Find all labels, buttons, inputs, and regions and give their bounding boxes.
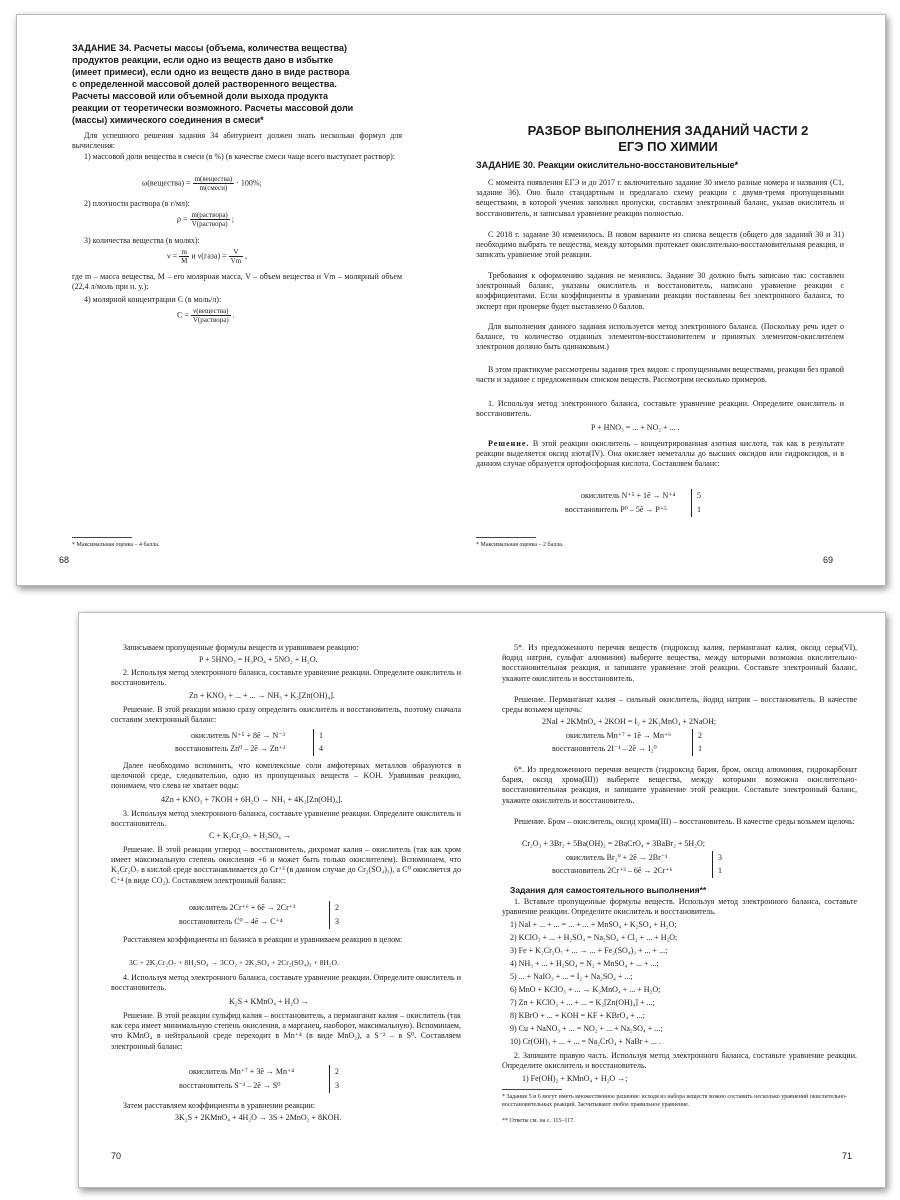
task34-heading-line1: ЗАДАНИЕ 34. Расчеты массы (объема, количества вещества)	[72, 43, 347, 53]
coefficient: 3	[335, 917, 339, 926]
self-study-item: 8) KBrO + ... + KOH = KF + KBrO₄ + ...;	[510, 1011, 645, 1020]
example-4-equation: K₂S + KMnO₄ + H₂O →	[229, 997, 309, 1006]
example-2-solution: Решение. В этой реакции можно сразу определить окислитель и восстановитель, поэтому сначала составим электронный баланс:	[111, 705, 461, 725]
example-1-solution	[476, 439, 844, 470]
formula-text: .	[232, 310, 235, 320]
formula-text: ;	[231, 214, 234, 224]
formula-text: ρ =	[177, 214, 188, 224]
self-study-item: 2) KClO₃ + ... + H₂SO₄ = Na₂SO₄ + Cl₂ + ... + H₂O;	[510, 933, 678, 942]
balance-oxidizer: окислитель Mn⁺⁷ + 3ē → Mn⁺⁴	[189, 1067, 294, 1076]
task34-heading-line7: (массы) химического соединения в смеси*	[72, 115, 264, 125]
numerator: V	[229, 248, 244, 257]
denominator: V(раствора)	[191, 220, 228, 228]
example-3-balanced: 3C + 2K₂Cr₂O₇ + 8H₂SO₄ → 3CO₂ + 2K₂SO₄ + 2Cr₂(SO₄)₃ + 8H₂O.	[129, 958, 339, 967]
balance-oxidizer: окислитель N⁺⁵ + 8ē → N⁻³	[191, 731, 285, 740]
footnote: * Максимальная оценка – 4 балла.	[72, 542, 160, 548]
page-68	[17, 15, 451, 585]
coefficient: 2	[698, 731, 702, 740]
bottom-spread	[78, 612, 886, 1188]
page-number: 71	[842, 1151, 853, 1161]
paragraph-5: В этом практикуме рассмотрены задания трех видов: с пропущенными веществами, реакции без правой части и задание с предложенным списком веществ. Рассмотрим несколько примеров.	[476, 365, 844, 385]
formula-item-2: 2) плотности раствора (в г/мл):	[84, 199, 190, 208]
self-study-item: 3) Fe + K₂Cr₂O₇ + ... → ... + Fe₂(SO₄)₃ + ... + ...;	[510, 946, 668, 955]
footnote-divider	[72, 537, 132, 538]
task34-heading-line3: (имеет примеси), если одно из веществ дано в виде раствора	[72, 67, 350, 77]
fraction	[191, 307, 231, 324]
footnote-1: * Задания 5 и 6 могут иметь множественное решение: исходя из набора веществ можно составить несколько уравнений окислительно-восстановительных реакций. Засчитывают любое правильное уравнение.	[502, 1094, 847, 1108]
example-4-statement: 4. Используя метод электронного баланса, составьте уравнение реакции. Определите окислитель и восстановитель.	[111, 973, 461, 993]
example-3-equation: C + K₂Cr₂O₇ + H₂SO₄ →	[209, 831, 291, 840]
formula-text: ,	[245, 251, 248, 261]
self-study-item: 6) MnO + KClO₃ + ... → K₂MnO₄ + ... + H₂O;	[510, 985, 661, 994]
solution-text: В этой реакции окислитель – концентрированная азотная кислота, так как в результате реакции выделяется оксид азота(IV). Она окисляет неметаллы до высших оксидов или гидроксидов, и в данном случае образуется ортофосфорная кислота. Составляем баланс:	[476, 439, 844, 469]
paragraph-amphoteric: Далее необходимо вспомнить, что комплексные соли амфотерных металлов образуются в щелочной среде, следовательно, одно из пропущенных веществ – KOH. Уравнивая реакцию, понимаем, что слева не хватает воды:	[111, 761, 461, 791]
p70-equation-1: P + 5HNO₃ = H₃PO₄ + 5NO₂ + H₂O.	[199, 655, 318, 664]
coefficient: 1	[697, 505, 701, 514]
balance-bar	[712, 851, 713, 878]
denominator: M	[181, 257, 188, 265]
denominator: V(раствора)	[192, 316, 229, 324]
example-1-statement: 1. Используя метод электронного баланса, составьте уравнение реакции. Определите окислитель и восстановитель.	[476, 399, 844, 419]
task34-heading-line4: с определенной массовой долей растворенного вещества.	[72, 79, 337, 89]
example-6-solution: Решение. Бром – окислитель, оксид хрома(III) – восстановитель. В качестве среды возьмем щелочь:	[514, 817, 855, 826]
self-study-task-1: 1. Вставьте пропущенные формулы веществ. Используя метод электронного баланса, составьте уравнение реакции. Определите окислитель и восстановитель.	[502, 897, 857, 917]
paragraph-4: Для выполнения данного задания используется метод электронного баланса. (Поскольку речь идет о балансе, то количество отданных элементом-восстановителем и принятых элементом-окислителем электронов должно быть одинаковым.)	[476, 322, 844, 352]
balance-reducer: восстановитель S⁻² – 2ē → S⁰	[179, 1081, 281, 1090]
fraction	[190, 211, 230, 228]
paragraph-3: Требования к оформлению задания не менялись. Задание 30 должно быть записано так: составлен электронный баланс, указаны окислитель и восстановитель, написано уравнение реакции с коэффициентами. Если коэффициенты в уравнении реакции поставлены без электронного баланса, то эксперт при проверке будет выставлено 0 баллов.	[476, 271, 844, 311]
balance-reducer: восстановитель 2I⁻¹ – 2ē → I₂⁰	[552, 744, 657, 753]
p70-line1: Записываем пропущенные формулы веществ и уравниваем реакцию:	[123, 643, 359, 652]
fraction	[193, 175, 235, 192]
formula-text: C =	[177, 310, 189, 320]
task34-heading-line2: продуктов реакции, если одно из веществ дано в избытке	[72, 55, 334, 65]
coefficient: 5	[697, 491, 701, 500]
coefficient: 2	[335, 903, 339, 912]
formula-amount	[167, 248, 247, 265]
self-study-item: 10) Cr(OH)₃ + ... + ... = Na₂CrO₄ + NaBr + ... .	[510, 1037, 661, 1046]
task34-heading-line5: Расчеты массовой или объемной доли выхода продукта	[72, 91, 329, 101]
self-study-item: 1) NaI + ... + ... = ... + ... + MnSO₄ + K₂SO₄ + H₂O;	[510, 920, 677, 929]
paragraph-final: Затем расставляем коэффициенты в уравнении реакции:	[123, 1101, 315, 1110]
numerator: m(вещества)	[194, 175, 233, 183]
example-2-balanced: 4Zn + KNO₃ + 7KOH + 6H₂O → NH₃ + 4K₂[Zn(OH)₄].	[161, 795, 343, 804]
example-2-statement: 2. Используя метод электронного баланса, составьте уравнение реакции. Определите окислитель и восстановитель.	[111, 668, 461, 688]
self-study-item: 5) ... + NaIO₃ + ... = I₂ + Na₂SO₄ + ...;	[510, 972, 633, 981]
balance-reducer: восстановитель C⁰ – 4ē → C⁺⁴	[179, 917, 283, 926]
section-title-line2: ЕГЭ ПО ХИМИИ	[618, 139, 718, 154]
formula-item-4: 4) молярной концентрации C (в моль/л):	[84, 295, 222, 304]
numerator: ν(вещества)	[191, 307, 231, 316]
paragraph-coefficients: Расставляем коэффициенты из баланса в реакции и уравниваем реакцию в целом:	[123, 935, 403, 944]
formula-density	[177, 211, 234, 228]
balance-reducer: восстановитель 2Cr⁺³ – 6ē → 2Cr⁺⁶	[552, 866, 673, 875]
task30-heading: ЗАДАНИЕ 30. Реакции окислительно-восстановительные*	[476, 160, 739, 170]
formula-item-3: 3) количества вещества (в молях):	[84, 236, 200, 245]
formula-text: ω(вещества) =	[142, 178, 191, 188]
section-title-line1: РАЗБОР ВЫПОЛНЕНИЯ ЗАДАНИЙ ЧАСТИ 2	[527, 123, 809, 138]
balance-bar	[313, 729, 314, 756]
footnote-divider	[502, 1089, 562, 1090]
numerator: m	[179, 248, 189, 257]
solution-label: Решение.	[488, 439, 530, 448]
self-study-task-2-equation: 1) Fe(OH)₂ + KMnO₄ + H₂O →;	[522, 1074, 628, 1083]
balance-bar	[329, 1065, 330, 1093]
footnote: * Максимальная оценка – 2 балла.	[476, 542, 564, 548]
balance-bar	[329, 901, 330, 929]
balance-bar	[691, 489, 692, 517]
page-number: 69	[823, 555, 834, 565]
coefficient: 1	[319, 731, 323, 740]
balance-oxidizer: окислитель 2Cr⁺⁶ + 6ē → 2Cr⁺³	[189, 903, 296, 912]
fraction	[229, 248, 244, 265]
paragraph-1: С момента появления ЕГЭ и до 2017 г. включительно задание 30 имело разные номера и названия (С1, задание 36). Оно было стандартным и предлагало схему реакции с двумя-тремя пропущенными веществами, в которой ученик заполнял пропуски, составлял электронный баланс, указав окислитель и восстановитель, и записывал уравнение реакции полностью.	[476, 178, 844, 218]
denominator: Vm	[230, 257, 242, 265]
example-5-statement: 5*. Из предложенного перечня веществ (гидроксид калия, перманганат калия, оксид серы(VI), йодид натрия, сульфат алюминия) выберите вещества, между которыми возможна окислительно-восстановительная реакция, и запишите уравнение этой реакции. Составьте электронный баланс, укажите окислитель и восстановитель.	[502, 643, 857, 683]
variables-explanation: где m – масса вещества, M – его молярная масса, V – объем вещества и Vm – молярный объем (22,4 л/моль при н. у.);	[72, 272, 402, 292]
formula-mass-fraction	[142, 175, 262, 192]
self-study-heading: Задания для самостоятельного выполнения**	[510, 885, 707, 895]
coefficient: 3	[718, 853, 722, 862]
coefficient: 1	[698, 744, 702, 753]
example-1-equation: P + HNO₃ = ... + NO₂ + ... .	[591, 423, 680, 432]
example-6-equation: Cr₂O₃ + 3Br₂ + 5Ba(OH)₂ = 2BaCrO₄ + 3BaBr₂ + 5H₂O;	[522, 839, 705, 848]
formula-text: · 100%;	[236, 178, 262, 188]
balance-oxidizer: окислитель Mn⁺⁷ + 1ē → Mn⁺⁶	[566, 731, 671, 740]
example-6-statement: 6*. Из предложенного перечня веществ (гидроксид бария, бром, оксид алюминия, гидрокарбонат бария, оксид хрома(III)) выберите вещества, между которыми возможна окислительно-восстановительная реакция, и запишите уравнение этой реакции. Составьте электронный баланс, укажите окислитель и восстановитель.	[502, 765, 857, 805]
formula-molar-concentration	[177, 307, 235, 324]
page-71	[482, 613, 885, 1187]
example-2-equation: Zn + KNO₃ + ... + ... → NH₃ + K₂[Zn(OH)₄].	[189, 691, 335, 700]
intro-paragraph: Для успешного решения задания 34 абитуриент должен знать несколько формул для вычисления:	[72, 131, 402, 151]
coefficient: 4	[319, 744, 323, 753]
balance-reducer: восстановитель Zn⁰ – 2ē → Zn⁺²	[175, 744, 286, 753]
page-69	[451, 15, 885, 585]
footnote-2: ** Ответы см. на с. 115–117.	[502, 1118, 575, 1124]
example-5-solution: Решение. Перманганат калия – сильный окислитель, йодид натрия – восстановитель. В качестве среды возьмем щелочь:	[502, 695, 857, 715]
self-study-task-2: 2. Запишите правую часть. Используя метод электронного баланса, составьте уравнение реакции. Определите окислитель и восстановитель.	[502, 1051, 857, 1071]
formula-text: ν =	[167, 251, 178, 261]
page-number: 70	[111, 1151, 122, 1161]
formula-item-1: 1) массовой доли вещества в смеси (в %) (в качестве смеси чаще всего выступает раствор):	[84, 152, 395, 161]
top-spread	[16, 14, 886, 586]
page-70	[79, 613, 482, 1187]
numerator: m(раствора)	[191, 211, 228, 219]
self-study-item: 9) Cu + NaNO₃ + ... = NO₂ + ... + Na₂SO₄ + ...;	[510, 1024, 663, 1033]
balance-oxidizer: окислитель Br₂⁰ + 2ē → 2Br⁻¹	[566, 853, 668, 862]
balance-oxidizer: окислитель N⁺⁵ + 1ē → N⁺⁴	[581, 491, 676, 500]
denominator: m(смеси)	[199, 184, 228, 192]
page-number: 68	[59, 555, 70, 565]
example-4-balanced: 3K₂S + 2KMnO₄ + 4H₂O → 3S + 2MnO₂ + 8KOH.	[175, 1113, 342, 1122]
balance-bar	[692, 729, 693, 756]
paragraph-2: С 2018 г. задание 30 изменилось. В новом варианте из списка веществ (общего для заданий 30 и 31) необходимо выбрать те вещества, между которыми протекает окислительно-восстановительная реакция, и записать уравнение этой реакции.	[476, 230, 844, 260]
self-study-item: 7) Zn + KClO₃ + ... + ... = K₂[Zn(OH)₄] + ...;	[510, 998, 655, 1007]
footnote-divider	[476, 537, 536, 538]
formula-text: и ν(газа) =	[191, 251, 227, 261]
coefficient: 2	[335, 1067, 339, 1076]
example-5-equation: 2NaI + 2KMnO₄ + 2KOH = I₂ + 2K₂MnO₄ + 2NaOH;	[542, 717, 717, 726]
example-3-statement: 3. Используя метод электронного баланса, составьте уравнение реакции. Определите окислитель и восстановитель.	[111, 809, 461, 829]
coefficient: 3	[335, 1081, 339, 1090]
coefficient: 1	[718, 866, 722, 875]
balance-reducer: восстановитель P⁰ – 5ē → P⁺⁵	[565, 505, 667, 514]
example-4-solution: Решение. В этой реакции сульфид калия – восстановитель, а перманганат калия – окислитель (так как сера имеет минимальную степень окисления, а марганец, наоборот, максимальную). Вспоминаем, что KMnO₄ в нейтральной среде переходит в Mn⁺⁴ (в виде MnO₂), а S⁻² – в S⁰. Составляем электронный баланс:	[111, 1011, 461, 1051]
task34-heading-line6: реакции от теоретически возможного. Расчеты массовой доли	[72, 103, 354, 113]
example-3-solution: Решение. В этой реакции углерод – восстановитель, дихромат калия – окислитель (так как хром имеет максимальную степень окисления +6 и может быть только окислителем). Вспоминаем, что K₂Cr₂O₇ в кислой среде восстанавливается до Cr⁺³ (в данном случае до Cr₂(SO₄)₃), а C⁰ окисляется до C⁺⁴ (в виде CO₂). Составляем электронный баланс:	[111, 845, 461, 885]
self-study-item: 4) NH₃ + ... + H₂SO₄ = N₂ + MnSO₄ + ... + ...;	[510, 959, 659, 968]
fraction	[179, 248, 189, 265]
